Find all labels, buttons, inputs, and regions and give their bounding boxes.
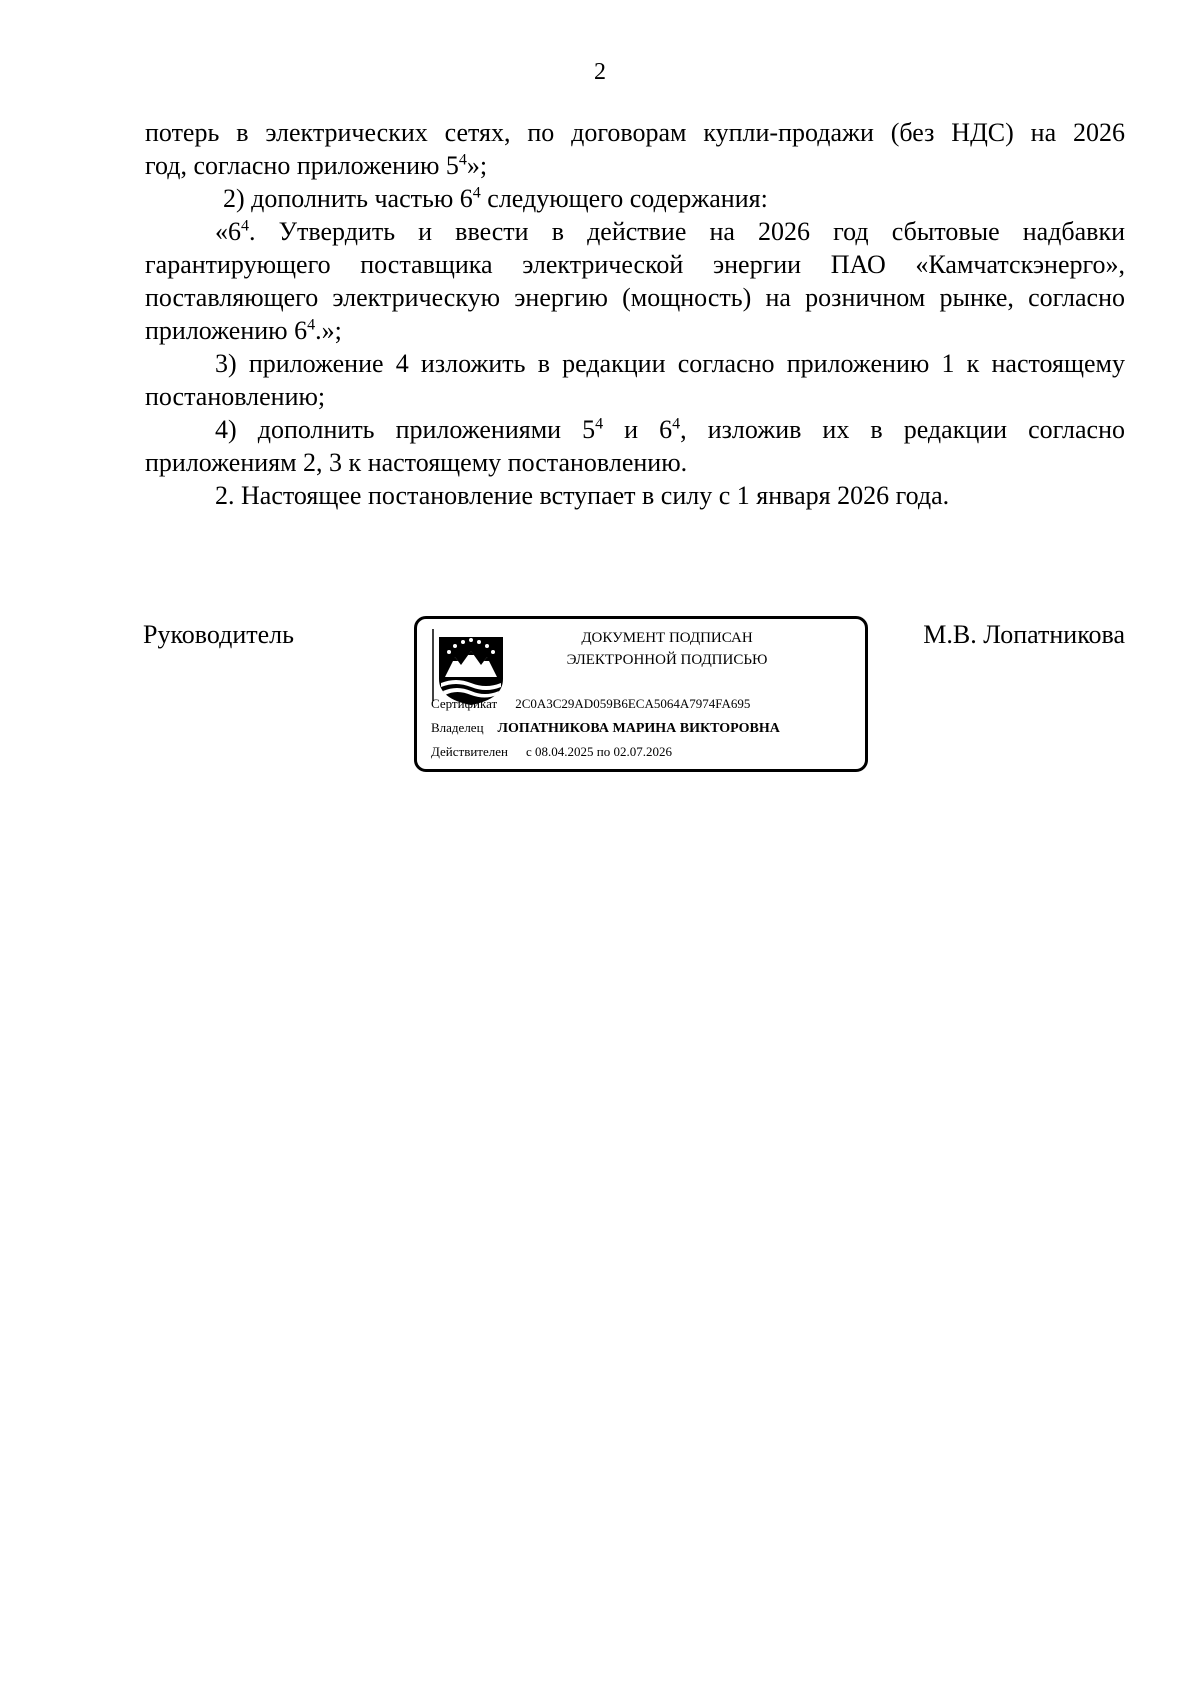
text-fragment: , изложив их в редакции согласно приложениям 2, 3 к настоящему постановлению. — [145, 415, 1125, 477]
paragraph-1-line-1: потерь в электрических сетях, по договорам купли-продажи (без НДС) на 2026 — [145, 118, 1125, 147]
paragraph-item-4 — [145, 413, 1125, 479]
owner-value: ЛОПАТНИКОВА МАРИНА ВИКТОРОВНА — [497, 721, 780, 736]
stamp-certificate-row — [431, 695, 750, 713]
superscript: 4 — [241, 217, 249, 235]
superscript: 4 — [458, 151, 467, 169]
certificate-label: Сертификат — [431, 696, 498, 711]
page-number: 2 — [594, 59, 606, 85]
validity-value: с 08.04.2025 по 02.07.2026 — [525, 744, 672, 759]
paragraph-part-6-4 — [145, 215, 1125, 347]
text-fragment: . Утвердить и ввести в действие на 2026 год сбытовые надбавки гарантирующего поставщика электрической энергии ПАО «Камчатскэнерго», поставляющего электрическую энергию (мощность) на розничном рынке, согласно приложению 6 — [145, 217, 1125, 345]
signatory-name: М.В. Лопатникова — [923, 620, 1125, 649]
owner-label: Владелец — [431, 720, 484, 735]
text-fragment: следующего содержания: — [480, 184, 768, 213]
electronic-signature-stamp — [414, 616, 868, 772]
text-fragment: 2) дополнить частью 6 — [223, 184, 473, 213]
superscript: 4 — [307, 316, 316, 334]
text-fragment: 4) дополнить приложениями 5 — [215, 415, 596, 444]
text-fragment: «6 — [215, 217, 241, 246]
certificate-value: 2C0A3C29AD059B6ECA5064A7974FA695 — [515, 696, 751, 711]
signatory-position: Руководитель — [143, 620, 294, 649]
stamp-title-line-2: ЭЛЕКТРОННОЙ ПОДПИСЬЮ — [566, 652, 768, 668]
text-fragment: .»; — [315, 316, 342, 345]
validity-label: Действителен — [431, 744, 508, 759]
superscript: 4 — [672, 415, 681, 433]
stamp-validity-row — [431, 743, 672, 761]
superscript: 4 — [472, 184, 481, 202]
paragraph-1-line-2 — [145, 149, 1125, 182]
stamp-owner-row — [431, 719, 780, 738]
paragraph-item-2 — [145, 182, 1125, 215]
document-body — [145, 116, 1125, 512]
stamp-title — [517, 627, 817, 671]
superscript: 4 — [595, 415, 604, 433]
paragraph-clause-2: 2. Настоящее постановление вступает в силу с 1 января 2026 года. — [215, 481, 950, 510]
stamp-title-line-1: ДОКУМЕНТ ПОДПИСАН — [581, 630, 753, 646]
text-fragment: и 6 — [603, 415, 673, 444]
text-fragment: »; — [466, 151, 488, 180]
text-fragment: год, согласно приложению 5 — [145, 151, 459, 180]
paragraph-item-3: 3) приложение 4 изложить в редакции согласно приложению 1 к настоящему постановлению; — [145, 349, 1125, 411]
